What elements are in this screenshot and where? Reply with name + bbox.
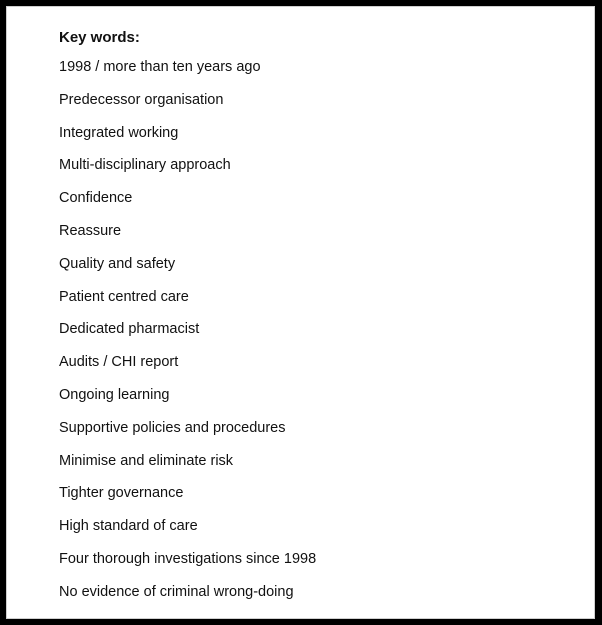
list-item: High standard of care [59, 518, 198, 535]
list-item: Multi-disciplinary approach [59, 157, 231, 174]
list-item: Dedicated pharmacist [59, 321, 200, 338]
document-page [6, 6, 595, 619]
list-item: Four thorough investigations since 1998 [59, 550, 317, 567]
keyword-list [59, 58, 316, 616]
list-item: Patient centred care [59, 288, 189, 305]
list-item: Tighter governance [59, 485, 184, 502]
list-item: Predecessor organisation [59, 91, 224, 108]
list-item: Audits / CHI report [59, 354, 179, 371]
list-item: 1998 / more than ten years ago [59, 59, 261, 75]
list-item: Confidence [59, 190, 133, 207]
list-item: Supportive policies and procedures [59, 419, 286, 436]
key-words-heading: Key words: [59, 29, 140, 46]
list-item: Minimise and eliminate risk [59, 452, 234, 469]
list-item: No evidence of criminal wrong-doing [59, 583, 294, 600]
list-item: Reassure [59, 222, 122, 239]
list-item: Integrated working [59, 124, 179, 141]
list-item: Ongoing learning [59, 386, 170, 403]
list-item: Quality and safety [59, 255, 176, 272]
